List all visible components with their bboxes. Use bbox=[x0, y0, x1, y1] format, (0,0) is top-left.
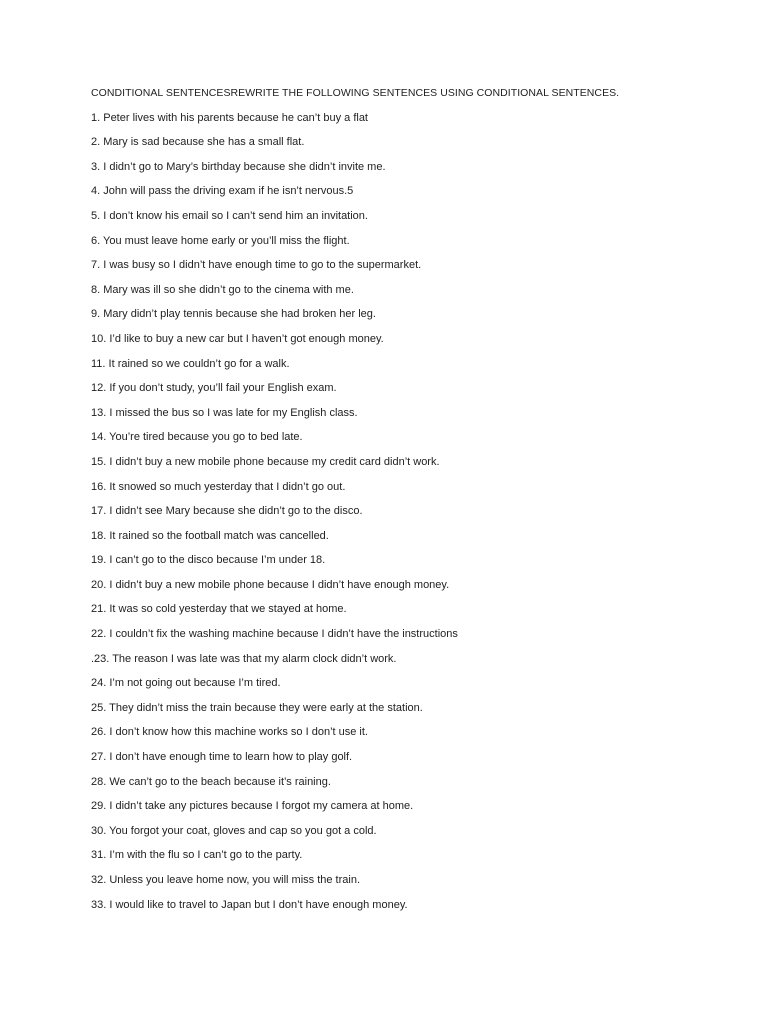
sentence-item: 8. Mary was ill so she didn’t go to the cinema with me. bbox=[91, 283, 354, 296]
sentence-item: 6. You must leave home early or you’ll miss the flight. bbox=[91, 234, 350, 247]
sentence-item: 4. John will pass the driving exam if he isn’t nervous.5 bbox=[91, 185, 354, 198]
sentence-item: 25. They didn’t miss the train because they were early at the station. bbox=[91, 701, 423, 714]
sentence-item: 32. Unless you leave home now, you will miss the train. bbox=[91, 874, 361, 886]
document-heading: CONDITIONAL SENTENCESREWRITE THE FOLLOWING SENTENCES USING CONDITIONAL SENTENCES. bbox=[91, 87, 620, 99]
sentence-item: 17. I didn’t see Mary because she didn’t go to the disco. bbox=[91, 505, 363, 518]
sentence-item: 27. I don’t have enough time to learn how to play golf. bbox=[91, 751, 353, 764]
sentence-item: 7. I was busy so I didn’t have enough time to go to the supermarket. bbox=[91, 259, 422, 272]
sentence-item: 1. Peter lives with his parents because he can’t buy a flat bbox=[91, 111, 368, 124]
sentence-item: 13. I missed the bus so I was late for my English class. bbox=[91, 406, 358, 419]
sentence-item: 29. I didn’t take any pictures because I forgot my camera at home. bbox=[91, 800, 414, 813]
sentence-item: 11. It rained so we couldn’t go for a walk. bbox=[91, 357, 290, 370]
sentence-item: 15. I didn’t buy a new mobile phone because my credit card didn’t work. bbox=[91, 455, 440, 468]
sentence-item: 2. Mary is sad because she has a small flat. bbox=[91, 136, 305, 149]
sentence-item: 28. We can’t go to the beach because it’s raining. bbox=[91, 775, 331, 788]
sentence-item: .23. The reason I was late was that my alarm clock didn’t work. bbox=[91, 652, 397, 665]
sentence-item: 10. I’d like to buy a new car but I haven’t got enough money. bbox=[91, 332, 384, 345]
sentence-item: 9. Mary didn’t play tennis because she had broken her leg. bbox=[91, 308, 376, 321]
sentence-item: 16. It snowed so much yesterday that I didn’t go out. bbox=[91, 480, 346, 493]
sentence-item: 19. I can’t go to the disco because I’m under 18. bbox=[91, 554, 326, 567]
document-content bbox=[91, 86, 731, 922]
sentence-item: 14. You’re tired because you go to bed late. bbox=[91, 431, 303, 444]
sentence-item: 3. I didn’t go to Mary’s birthday because she didn’t invite me. bbox=[91, 160, 386, 173]
sentence-item: 12. If you don’t study, you’ll fail your English exam. bbox=[91, 382, 337, 395]
sentence-item: 26. I don’t know how this machine works so I don’t use it. bbox=[91, 726, 368, 739]
sentence-item: 21. It was so cold yesterday that we stayed at home. bbox=[91, 603, 347, 616]
sentence-list bbox=[91, 111, 731, 912]
sentence-item: 22. I couldn’t fix the washing machine because I didn’t have the instructions bbox=[91, 628, 458, 641]
sentence-item: 20. I didn’t buy a new mobile phone because I didn’t have enough money. bbox=[91, 578, 450, 591]
sentence-item: 30. You forgot your coat, gloves and cap so you got a cold. bbox=[91, 824, 377, 837]
sentence-item: 5. I don’t know his email so I can’t send him an invitation. bbox=[91, 209, 368, 222]
sentence-item: 33. I would like to travel to Japan but I don’t have enough money. bbox=[91, 898, 408, 911]
sentence-item: 18. It rained so the football match was cancelled. bbox=[91, 529, 329, 542]
sentence-item: 31. I’m with the flu so I can’t go to the party. bbox=[91, 849, 303, 862]
sentence-item: 24. I’m not going out because I’m tired. bbox=[91, 677, 281, 690]
